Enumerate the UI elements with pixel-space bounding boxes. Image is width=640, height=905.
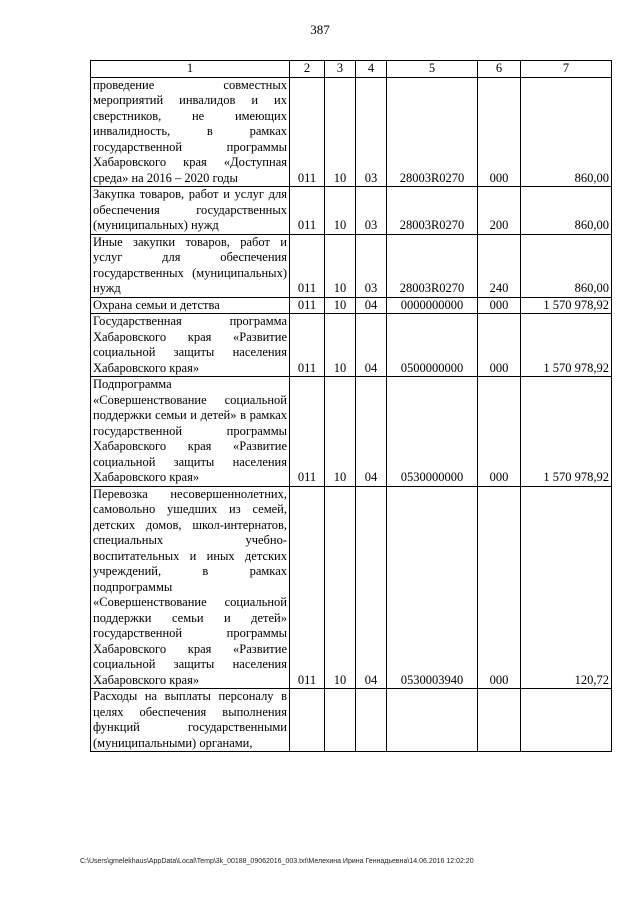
cell-amount: 860,00 (521, 234, 612, 297)
cell-target-article (387, 689, 478, 752)
page-number: 387 (310, 22, 330, 37)
row-name: Подпрограмма «Совершенствование социальной поддержки семьи и детей» в рамках государственной программы Хабаровского края «Развитие социальной защиты населения Хабаровского края» (91, 377, 290, 487)
cell-subsection: 03 (356, 234, 387, 297)
cell-ministry-code (290, 689, 325, 752)
cell-target-article: 28003R0270 (387, 234, 478, 297)
cell-ministry-code: 011 (290, 187, 325, 235)
cell-expense-type (478, 689, 521, 752)
cell-section: 10 (325, 234, 356, 297)
cell-subsection: 04 (356, 297, 387, 314)
row-name: Закупка товаров, работ и услуг для обеспечения государственных (муниципальных) нужд (91, 187, 290, 235)
cell-ministry-code: 011 (290, 77, 325, 187)
cell-expense-type: 000 (478, 77, 521, 187)
cell-section (325, 689, 356, 752)
cell-expense-type: 000 (478, 486, 521, 689)
cell-target-article: 0530000000 (387, 377, 478, 487)
cell-section: 10 (325, 187, 356, 235)
cell-ministry-code: 011 (290, 234, 325, 297)
row-name: Расходы на выплаты персоналу в целях обеспечения выполнения функций государственными (муниципальными) органами, (91, 689, 290, 752)
row-name: Охрана семьи и детства (91, 297, 290, 314)
table-row (91, 234, 612, 297)
cell-expense-type: 200 (478, 187, 521, 235)
column-header: 2 (290, 61, 325, 78)
table-row (91, 377, 612, 487)
table-row (91, 689, 612, 752)
table-header-row (91, 61, 612, 78)
cell-expense-type: 000 (478, 297, 521, 314)
column-header: 1 (91, 61, 290, 78)
cell-amount (521, 689, 612, 752)
cell-subsection: 04 (356, 486, 387, 689)
cell-amount: 860,00 (521, 77, 612, 187)
budget-table (90, 60, 612, 752)
cell-target-article: 28003R0270 (387, 187, 478, 235)
table-row (91, 77, 612, 187)
cell-ministry-code: 011 (290, 314, 325, 377)
cell-section: 10 (325, 77, 356, 187)
cell-ministry-code: 011 (290, 377, 325, 487)
row-name: Государственная программа Хабаровского края «Развитие социальной защиты населения Хабаровского края» (91, 314, 290, 377)
column-header: 7 (521, 61, 612, 78)
cell-subsection: 04 (356, 377, 387, 487)
cell-ministry-code: 011 (290, 297, 325, 314)
column-header: 5 (387, 61, 478, 78)
table-row (91, 187, 612, 235)
cell-target-article: 0500000000 (387, 314, 478, 377)
cell-expense-type: 240 (478, 234, 521, 297)
row-name: Иные закупки товаров, работ и услуг для обеспечения государственных (муниципальных) нужд (91, 234, 290, 297)
cell-amount: 120,72 (521, 486, 612, 689)
cell-amount: 1 570 978,92 (521, 314, 612, 377)
cell-amount: 1 570 978,92 (521, 297, 612, 314)
cell-section: 10 (325, 297, 356, 314)
cell-ministry-code: 011 (290, 486, 325, 689)
cell-section: 10 (325, 377, 356, 487)
cell-expense-type: 000 (478, 314, 521, 377)
row-name: проведение совместных мероприятий инвалидов и их сверстников, не имеющих инвалидность, в рамках государственной программы Хабаровского края «Доступная среда» на 2016 – 2020 годы (91, 77, 290, 187)
file-path-footer: C:\Users\gmelekhaus\AppData\Local\Temp\3k_00188_09062016_003.txt\Мелехина Ирина Геннадьевна\14.06.2016 12:02:20 (80, 858, 474, 865)
column-header: 4 (356, 61, 387, 78)
row-name: Перевозка несовершеннолетних, самовольно ушедших из семей, детских домов, школ-интернатов, специальных учебно-воспитательных и иных детских учреждений, в рамках подпрограммы «Совершенствование социальной поддержки семьи и детей» государственной программы Хабаровского края «Развитие социальной защиты населения Хабаровского края» (91, 486, 290, 689)
cell-subsection: 03 (356, 77, 387, 187)
column-header: 3 (325, 61, 356, 78)
table-row (91, 314, 612, 377)
cell-target-article: 0000000000 (387, 297, 478, 314)
cell-amount: 860,00 (521, 187, 612, 235)
cell-subsection: 03 (356, 187, 387, 235)
cell-subsection: 04 (356, 314, 387, 377)
column-header: 6 (478, 61, 521, 78)
cell-target-article: 0530003940 (387, 486, 478, 689)
table-row (91, 486, 612, 689)
cell-expense-type: 000 (478, 377, 521, 487)
table-row (91, 297, 612, 314)
cell-amount: 1 570 978,92 (521, 377, 612, 487)
cell-target-article: 28003R0270 (387, 77, 478, 187)
cell-section: 10 (325, 486, 356, 689)
cell-section: 10 (325, 314, 356, 377)
cell-subsection (356, 689, 387, 752)
